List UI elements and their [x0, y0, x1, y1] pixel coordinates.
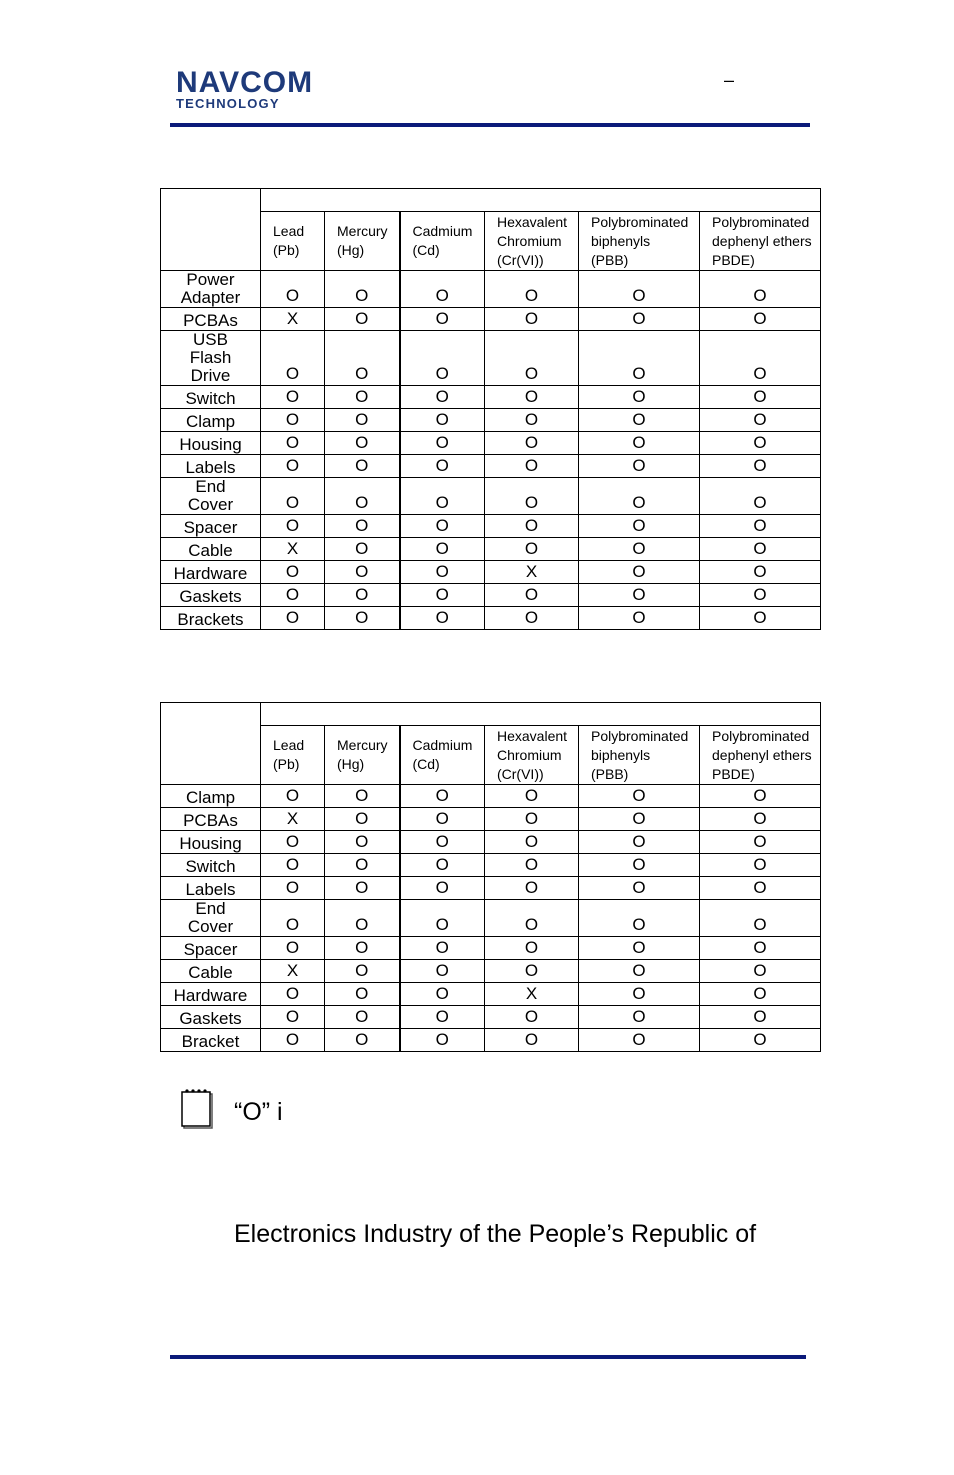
substance-value-cell: O [700, 515, 821, 538]
substance-value-cell: O [579, 960, 700, 983]
substance-value-cell: O [579, 785, 700, 808]
part-name-cell [161, 538, 261, 561]
text-line: Housing [179, 435, 242, 454]
substance-value-cell: O [485, 854, 579, 877]
substance-value-cell: O [700, 900, 821, 937]
substance-value-cell: O [700, 584, 821, 607]
column-header-line: biphenyls [591, 746, 651, 763]
substance-value-cell: O [400, 607, 485, 630]
substance-value-cell: O [700, 478, 821, 515]
part-name-cell [161, 877, 261, 900]
part-name-cell [161, 271, 261, 308]
substance-value-cell: O [325, 308, 400, 331]
table-row [161, 1006, 821, 1029]
part-name-cell [161, 900, 261, 937]
substance-value-cell: O [325, 432, 400, 455]
column-header-line: Mercury [337, 737, 388, 753]
substance-value-cell: O [325, 1029, 400, 1052]
substance-value-cell: O [261, 877, 325, 900]
substance-value-cell: O [579, 1029, 700, 1052]
column-header-line: Hexavalent [497, 727, 568, 744]
text-line: Gaskets [179, 1009, 242, 1028]
column-header [700, 726, 821, 785]
column-header-line: (Pb) [273, 756, 300, 772]
substance-value-cell: O [485, 900, 579, 937]
substance-value-cell: O [325, 478, 400, 515]
substance-value-cell: O [400, 584, 485, 607]
table-row [161, 432, 821, 455]
substance-value-cell: O [485, 478, 579, 515]
substance-value-cell: X [261, 960, 325, 983]
part-name-cell [161, 515, 261, 538]
column-header [700, 212, 821, 271]
column-header-line: (Cr(VI)) [497, 765, 544, 782]
text-line: Clamp [185, 412, 236, 431]
substance-value-cell: O [579, 538, 700, 561]
substance-value-cell: O [700, 331, 821, 386]
substance-value-cell: O [579, 409, 700, 432]
substance-value-cell: O [700, 937, 821, 960]
text-line: Housing [179, 834, 242, 853]
table-row [161, 983, 821, 1006]
substance-value-cell: O [261, 785, 325, 808]
text-line: Spacer [183, 940, 238, 959]
table-row [161, 900, 821, 937]
substance-value-cell: O [325, 937, 400, 960]
substance-value-cell: O [400, 478, 485, 515]
table-row [161, 386, 821, 409]
column-header [400, 726, 485, 785]
table-row [161, 877, 821, 900]
substance-value-cell: O [261, 409, 325, 432]
substance-value-cell: O [400, 831, 485, 854]
column-header-line: dephenyl ethers [712, 746, 812, 763]
text-line: Switch [185, 857, 236, 876]
substance-value-cell: O [485, 1029, 579, 1052]
substance-value-cell: O [579, 607, 700, 630]
substance-value-cell: O [485, 331, 579, 386]
substance-value-cell: O [400, 308, 485, 331]
substance-value-cell: O [700, 983, 821, 1006]
text-line: Hardware [173, 986, 248, 1005]
substance-value-cell: O [700, 432, 821, 455]
part-name-cell [161, 386, 261, 409]
substance-value-cell: O [325, 983, 400, 1006]
text-line: PCBAs [183, 311, 238, 330]
substance-value-cell: O [400, 983, 485, 1006]
column-header-line: (Cd) [412, 756, 440, 772]
text-line: Labels [185, 880, 236, 899]
substance-value-cell: O [261, 607, 325, 630]
substance-value-cell: O [261, 1006, 325, 1029]
table-row [161, 538, 821, 561]
substance-value-cell: O [700, 538, 821, 561]
table-corner-cell [161, 703, 261, 785]
substance-value-cell: O [400, 1029, 485, 1052]
part-name-cell [161, 331, 261, 386]
header-title-fragment: – [724, 70, 735, 90]
text-line: Clamp [185, 788, 236, 807]
substance-value-cell: O [325, 409, 400, 432]
column-header-line: (Pb) [273, 242, 300, 258]
substance-value-cell: O [325, 854, 400, 877]
substance-value-cell: X [261, 538, 325, 561]
body-text-line: Electronics Industry of the People’s Republic of [234, 1220, 757, 1248]
table-row [161, 785, 821, 808]
hazardous-substances-table-1 [160, 188, 821, 630]
column-header-line: Mercury [337, 223, 388, 239]
substance-value-cell: O [325, 808, 400, 831]
substance-value-cell: O [700, 561, 821, 584]
table-row [161, 478, 821, 515]
substance-value-cell: O [485, 808, 579, 831]
column-header-line: Chromium [497, 232, 562, 249]
hazardous-substances-table-2 [160, 702, 821, 1052]
part-name-cell [161, 455, 261, 478]
part-name-cell [161, 831, 261, 854]
substance-value-cell: O [325, 538, 400, 561]
substance-value-cell: O [485, 607, 579, 630]
column-header-line: Chromium [497, 746, 562, 763]
substance-value-cell: O [400, 515, 485, 538]
substance-value-cell: O [261, 854, 325, 877]
substance-value-cell: O [261, 937, 325, 960]
substance-value-cell: O [700, 271, 821, 308]
logo-subtitle: TECHNOLOGY [176, 96, 280, 111]
part-name-cell [161, 785, 261, 808]
text-line: Adapter [180, 288, 241, 307]
substance-value-cell: O [485, 386, 579, 409]
column-header-line: Polybrominated [712, 213, 810, 230]
text-line: Cover [187, 495, 234, 514]
substance-value-cell: O [579, 478, 700, 515]
table-row [161, 331, 821, 386]
column-header-line: Hexavalent [497, 213, 568, 230]
substance-value-cell: O [700, 455, 821, 478]
table-title-cell [261, 189, 821, 212]
column-header-line: Polybrominated [712, 727, 810, 744]
substance-value-cell: O [400, 960, 485, 983]
text-line: Switch [185, 389, 236, 408]
table-row [161, 1029, 821, 1052]
column-header [485, 212, 579, 271]
text-line: Drive [190, 366, 231, 385]
substance-value-cell: O [400, 432, 485, 455]
text-line: Power [186, 270, 235, 289]
column-header-line: PBDE) [712, 251, 755, 268]
logo-wordmark: NAVCOM [176, 66, 314, 99]
part-name-cell [161, 308, 261, 331]
substance-value-cell: O [261, 1029, 325, 1052]
substance-value-cell: O [485, 515, 579, 538]
substance-value-cell: O [400, 808, 485, 831]
substance-value-cell: O [261, 561, 325, 584]
substance-value-cell: O [485, 538, 579, 561]
part-name-cell [161, 561, 261, 584]
substance-value-cell: O [325, 584, 400, 607]
table-row [161, 308, 821, 331]
substance-value-cell: O [485, 831, 579, 854]
substance-value-cell: O [261, 831, 325, 854]
table-title-cell [261, 703, 821, 726]
column-header [579, 726, 700, 785]
table-row [161, 831, 821, 854]
table-corner-cell [161, 189, 261, 271]
substance-value-cell: O [485, 409, 579, 432]
column-header-line: Cadmium [412, 223, 473, 239]
column-header-line: (PBB) [591, 251, 629, 268]
column-header-line: biphenyls [591, 232, 651, 249]
substance-value-cell: O [700, 1029, 821, 1052]
substance-value-cell: O [325, 561, 400, 584]
substance-value-cell: O [579, 877, 700, 900]
substance-value-cell: O [700, 1006, 821, 1029]
substance-value-cell: O [400, 1006, 485, 1029]
substance-value-cell: O [261, 584, 325, 607]
part-name-cell [161, 432, 261, 455]
substance-value-cell: O [700, 854, 821, 877]
substance-value-cell: O [485, 584, 579, 607]
text-line: PCBAs [183, 811, 238, 830]
text-line: Cable [188, 963, 233, 982]
part-name-cell [161, 607, 261, 630]
column-header-line: (Hg) [337, 756, 365, 772]
substance-value-cell: O [325, 271, 400, 308]
substance-value-cell: O [700, 386, 821, 409]
substance-value-cell: O [579, 561, 700, 584]
column-header [485, 726, 579, 785]
substance-value-cell: O [400, 409, 485, 432]
text-line: End [195, 899, 226, 918]
substance-value-cell: O [579, 308, 700, 331]
substance-value-cell: O [579, 854, 700, 877]
substance-value-cell: O [700, 808, 821, 831]
substance-value-cell: O [261, 331, 325, 386]
substance-value-cell: O [325, 831, 400, 854]
substance-value-cell: O [261, 386, 325, 409]
table-row [161, 409, 821, 432]
column-header [325, 212, 400, 271]
part-name-cell [161, 1006, 261, 1029]
substance-value-cell: O [400, 561, 485, 584]
table-body [161, 271, 821, 630]
text-line: Labels [185, 458, 236, 477]
substance-value-cell: O [485, 785, 579, 808]
part-name-cell [161, 854, 261, 877]
substance-value-cell: O [579, 937, 700, 960]
substance-value-cell: O [579, 1006, 700, 1029]
substance-value-cell: O [261, 900, 325, 937]
table-row [161, 455, 821, 478]
substance-value-cell: O [400, 271, 485, 308]
table-row [161, 960, 821, 983]
substance-value-cell: O [485, 271, 579, 308]
substance-value-cell: O [400, 331, 485, 386]
substance-value-cell: O [579, 455, 700, 478]
substance-value-cell: O [261, 515, 325, 538]
part-name-cell [161, 478, 261, 515]
text-line: Bracket [181, 1032, 240, 1051]
substance-value-cell: O [400, 900, 485, 937]
text-line: Flash [189, 348, 232, 367]
table-row [161, 607, 821, 630]
part-name-cell [161, 584, 261, 607]
substance-value-cell: O [400, 386, 485, 409]
substance-value-cell: O [325, 455, 400, 478]
text-line: Brackets [177, 610, 244, 629]
substance-value-cell: O [261, 432, 325, 455]
text-line: Gaskets [179, 587, 242, 606]
substance-value-cell: O [485, 432, 579, 455]
substance-value-cell: O [325, 960, 400, 983]
text-line: Spacer [183, 518, 238, 537]
part-name-cell [161, 983, 261, 1006]
column-header-line: Polybrominated [591, 213, 689, 230]
substance-value-cell: O [579, 432, 700, 455]
substance-value-cell: O [261, 455, 325, 478]
substance-value-cell: O [400, 785, 485, 808]
text-line: Cable [188, 541, 233, 560]
substance-value-cell: O [579, 831, 700, 854]
part-name-cell [161, 808, 261, 831]
substance-value-cell: O [700, 308, 821, 331]
substance-value-cell: O [400, 937, 485, 960]
substance-value-cell: O [325, 900, 400, 937]
note-text: “O” i [234, 1098, 283, 1126]
substance-value-cell: O [485, 308, 579, 331]
part-name-cell [161, 937, 261, 960]
substance-value-cell: O [485, 960, 579, 983]
part-name-cell [161, 409, 261, 432]
substance-value-cell: O [579, 900, 700, 937]
substance-value-cell: O [325, 785, 400, 808]
substance-value-cell: O [485, 455, 579, 478]
substance-value-cell: O [325, 331, 400, 386]
substance-value-cell: X [485, 561, 579, 584]
table-body [161, 785, 821, 1052]
footer-rule [170, 1355, 806, 1359]
substance-value-cell: O [579, 386, 700, 409]
column-header-line: (Cr(VI)) [497, 251, 544, 268]
substance-value-cell: X [261, 808, 325, 831]
substance-value-cell: O [325, 877, 400, 900]
table-row [161, 808, 821, 831]
column-header [325, 726, 400, 785]
substance-value-cell: O [579, 515, 700, 538]
substance-value-cell: O [261, 478, 325, 515]
table-row [161, 854, 821, 877]
column-header-line: Cadmium [412, 737, 473, 753]
navcom-logo [176, 66, 362, 111]
substance-value-cell: O [325, 386, 400, 409]
column-header-line: Lead [273, 223, 305, 239]
text-line: End [195, 477, 226, 496]
substance-value-cell: O [261, 983, 325, 1006]
substance-value-cell: O [325, 1006, 400, 1029]
substance-value-cell: O [579, 983, 700, 1006]
substance-value-cell: O [700, 409, 821, 432]
table-row [161, 584, 821, 607]
substance-value-cell: O [700, 877, 821, 900]
header-rule [170, 123, 810, 127]
column-header [579, 212, 700, 271]
substance-value-cell: O [700, 960, 821, 983]
part-name-cell [161, 960, 261, 983]
substance-value-cell: O [700, 785, 821, 808]
substance-value-cell: O [400, 877, 485, 900]
column-header-line: Polybrominated [591, 727, 689, 744]
notepad-icon [180, 1088, 214, 1130]
table-row [161, 561, 821, 584]
column-header [261, 726, 325, 785]
substance-value-cell: O [579, 331, 700, 386]
substance-value-cell: O [400, 455, 485, 478]
substance-value-cell: O [325, 607, 400, 630]
substance-value-cell: X [485, 983, 579, 1006]
substance-value-cell: O [261, 271, 325, 308]
substance-value-cell: X [261, 308, 325, 331]
substance-value-cell: O [400, 854, 485, 877]
substance-value-cell: O [485, 937, 579, 960]
column-header-line: (Cd) [412, 242, 440, 258]
text-line: USB [193, 330, 228, 349]
substance-value-cell: O [579, 271, 700, 308]
substance-value-cell: O [700, 607, 821, 630]
substance-value-cell: O [485, 1006, 579, 1029]
table-row [161, 937, 821, 960]
substance-value-cell: O [325, 515, 400, 538]
substance-value-cell: O [700, 831, 821, 854]
text-line: Cover [187, 917, 234, 936]
column-header-line: (Hg) [337, 242, 365, 258]
substance-value-cell: O [579, 584, 700, 607]
column-header-line: (PBB) [591, 765, 629, 782]
substance-value-cell: O [485, 877, 579, 900]
column-header-line: Lead [273, 737, 305, 753]
substance-value-cell: O [400, 538, 485, 561]
text-line: Hardware [173, 564, 248, 583]
table-row [161, 515, 821, 538]
column-header-line: dephenyl ethers [712, 232, 812, 249]
table-row [161, 271, 821, 308]
column-header [400, 212, 485, 271]
column-header-line: PBDE) [712, 765, 755, 782]
column-header [261, 212, 325, 271]
substance-value-cell: O [579, 808, 700, 831]
part-name-cell [161, 1029, 261, 1052]
